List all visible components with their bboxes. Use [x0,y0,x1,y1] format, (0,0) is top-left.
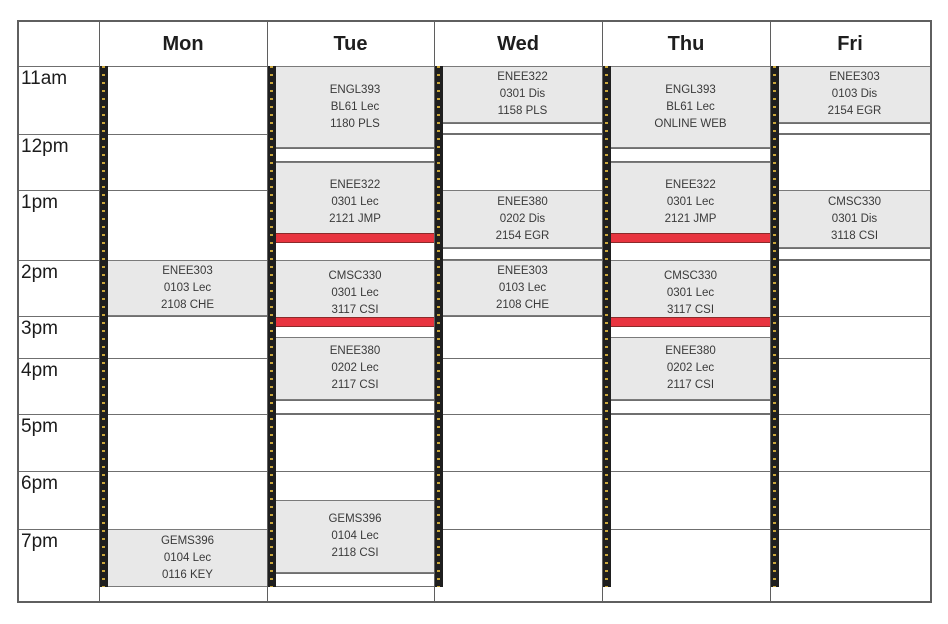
class-course: ENGL393 [665,83,716,96]
row-divider [19,471,930,472]
class-room: 1158 PLS [497,104,548,117]
class-room: 2108 CHE [495,298,550,311]
class-block-gems396[interactable] [108,529,267,587]
time-label-7pm: 7pm [21,531,58,552]
half-hour-gap [611,400,770,414]
day-separator-strip [771,66,779,587]
class-room: ONLINE WEB [654,117,727,130]
class-section: 0301 Lec [331,195,379,208]
class-block-enee303[interactable] [779,66,930,123]
day-header-tue: Tue [333,32,368,55]
time-label-2pm: 2pm [21,262,58,283]
day-header-wed: Wed [497,32,539,55]
day-header-mon: Mon [162,32,204,55]
half-hour-gap [443,248,602,260]
class-course: ENEE380 [329,345,381,357]
class-room: 0116 KEY [162,568,213,581]
class-room: 2117 CSI [666,379,715,391]
class-room: 2121 JMP [664,212,717,225]
class-block-enee322[interactable] [443,66,602,123]
row-divider [19,316,930,317]
class-course: ENEE322 [665,178,716,191]
class-room: 2154 EGR [495,229,550,242]
class-room: 2118 CSI [331,546,379,559]
half-hour-gap [779,248,930,260]
class-room: 2154 EGR [827,104,882,117]
class-block-engl393[interactable] [276,66,434,148]
class-course: CMSC330 [328,269,382,282]
day-header-thu: Thu [667,32,705,55]
row-divider [19,414,930,415]
class-room: 1180 PLS [330,117,380,130]
half-hour-gap [276,148,434,162]
conflict-indicator [611,233,770,243]
class-section: 0104 Lec [163,551,212,564]
class-block-enee322[interactable] [611,162,770,243]
class-block-enee303[interactable] [443,260,602,316]
class-section: 0301 Lec [666,286,715,299]
class-section: 0104 Lec [331,529,379,542]
class-block-enee380[interactable] [276,337,434,400]
class-block-enee322[interactable] [276,162,434,243]
class-block-engl393[interactable] [611,66,770,148]
conflict-indicator [276,233,434,243]
class-course: ENEE380 [665,345,716,357]
time-label-12pm: 12pm [21,136,69,157]
class-section: 0301 Dis [499,87,546,100]
day-separator-strip [268,66,276,587]
class-section: 0202 Dis [499,212,546,225]
class-course: ENEE303 [162,264,213,277]
class-section: BL61 Lec [666,100,715,113]
class-section: 0103 Lec [163,281,212,294]
class-section: 0301 Lec [331,286,379,299]
weekly-schedule-grid [17,20,932,603]
day-separator-strip [603,66,611,587]
class-section: 0103 Lec [498,281,547,294]
class-section: 0202 Lec [666,362,715,374]
class-room: 3117 CSI [331,303,379,316]
conflict-indicator [276,317,434,327]
class-course: CMSC330 [827,195,882,208]
class-block-enee380[interactable] [611,337,770,400]
time-label-5pm: 5pm [21,416,58,437]
class-section: BL61 Lec [330,100,380,113]
class-block-enee380[interactable] [443,190,602,248]
class-course: GEMS396 [160,534,215,547]
class-block-enee303[interactable] [108,260,267,316]
day-header-fri: Fri [837,32,863,55]
day-separator-strip [100,66,108,587]
class-course: ENEE380 [497,195,548,208]
half-hour-gap [443,123,602,134]
class-course: ENEE322 [329,178,381,191]
class-course: ENEE303 [497,264,548,277]
class-course: GEMS396 [328,512,382,525]
class-room: 2121 JMP [329,212,381,225]
class-block-gems396[interactable] [276,500,434,573]
class-section: 0103 Dis [831,87,878,100]
time-label-4pm: 4pm [21,360,58,381]
time-label-11am: 11am [21,68,68,89]
class-course: CMSC330 [663,269,718,282]
class-section: 0301 Dis [831,212,878,225]
class-room: 3117 CSI [666,303,715,316]
time-label-6pm: 6pm [21,473,58,494]
half-hour-gap [276,573,434,588]
half-hour-gap [276,400,434,414]
day-separator-strip [435,66,443,587]
class-course: ENEE303 [829,70,880,83]
row-divider [19,358,930,359]
class-course: ENGL393 [329,83,381,96]
time-label-1pm: 1pm [21,192,58,213]
class-course: ENEE322 [497,70,548,83]
class-section: 0202 Lec [331,362,379,374]
class-section: 0301 Lec [666,195,715,208]
half-hour-gap [779,123,930,134]
time-label-3pm: 3pm [21,318,58,339]
half-hour-gap [611,148,770,162]
class-room: 2108 CHE [160,298,215,311]
conflict-indicator [611,317,770,327]
class-room: 3118 CSI [830,229,879,242]
row-divider [19,134,930,135]
class-block-cmsc330[interactable] [779,190,930,248]
class-room: 2117 CSI [331,379,379,391]
